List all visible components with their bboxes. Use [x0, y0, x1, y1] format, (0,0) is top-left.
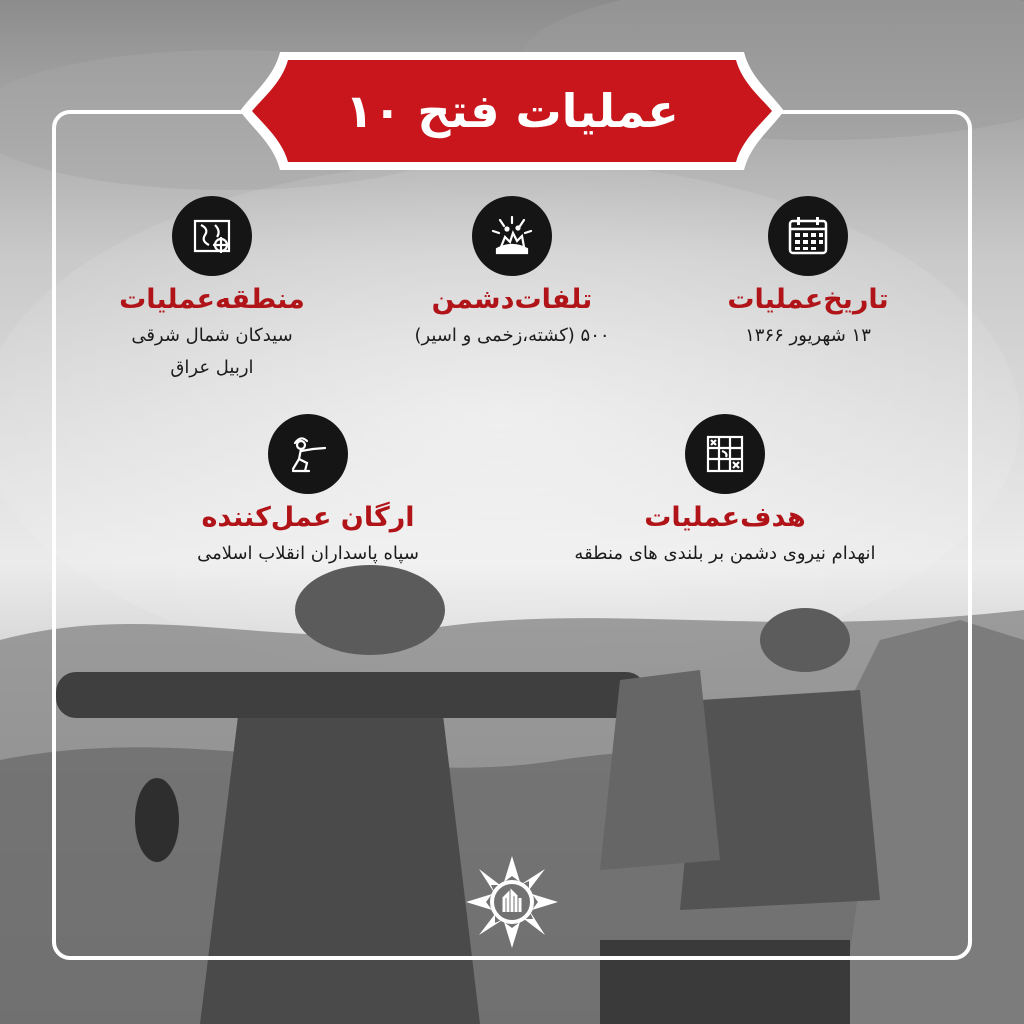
map-target-icon — [172, 196, 252, 276]
item-label: تاریخ‌عملیات — [727, 284, 889, 315]
info-item-objective — [565, 414, 885, 569]
item-label: تلفات‌دشمن — [431, 284, 593, 315]
item-value-line-2: اربیل عراق — [170, 357, 254, 378]
info-item-casualties — [362, 196, 662, 351]
item-value: سیدکان شمال شرقی — [131, 325, 293, 346]
battle-plan-icon — [685, 414, 765, 494]
item-label: ارگان عمل‌کننده — [201, 502, 415, 533]
item-value: ۵۰۰ (کشته،زخمی و اسیر) — [414, 325, 610, 346]
explosion-icon — [472, 196, 552, 276]
item-value: ۱۳ شهریور ۱۳۶۶ — [745, 325, 871, 346]
page-title: عملیات فتح ۱۰ — [345, 84, 679, 138]
item-value: سپاه پاسداران انقلاب اسلامی — [197, 543, 419, 564]
soldier-icon — [268, 414, 348, 494]
item-label: هدف‌عملیات — [644, 502, 806, 533]
item-value: انهدام نیروی دشمن بر بلندی های منطقه — [574, 543, 876, 564]
calendar-icon — [768, 196, 848, 276]
info-item-area — [62, 196, 362, 383]
item-label: منطقه‌عملیات — [119, 284, 305, 315]
info-item-organization — [158, 414, 458, 569]
info-item-date — [658, 196, 958, 351]
sacred-defense-emblem-icon — [462, 852, 562, 952]
